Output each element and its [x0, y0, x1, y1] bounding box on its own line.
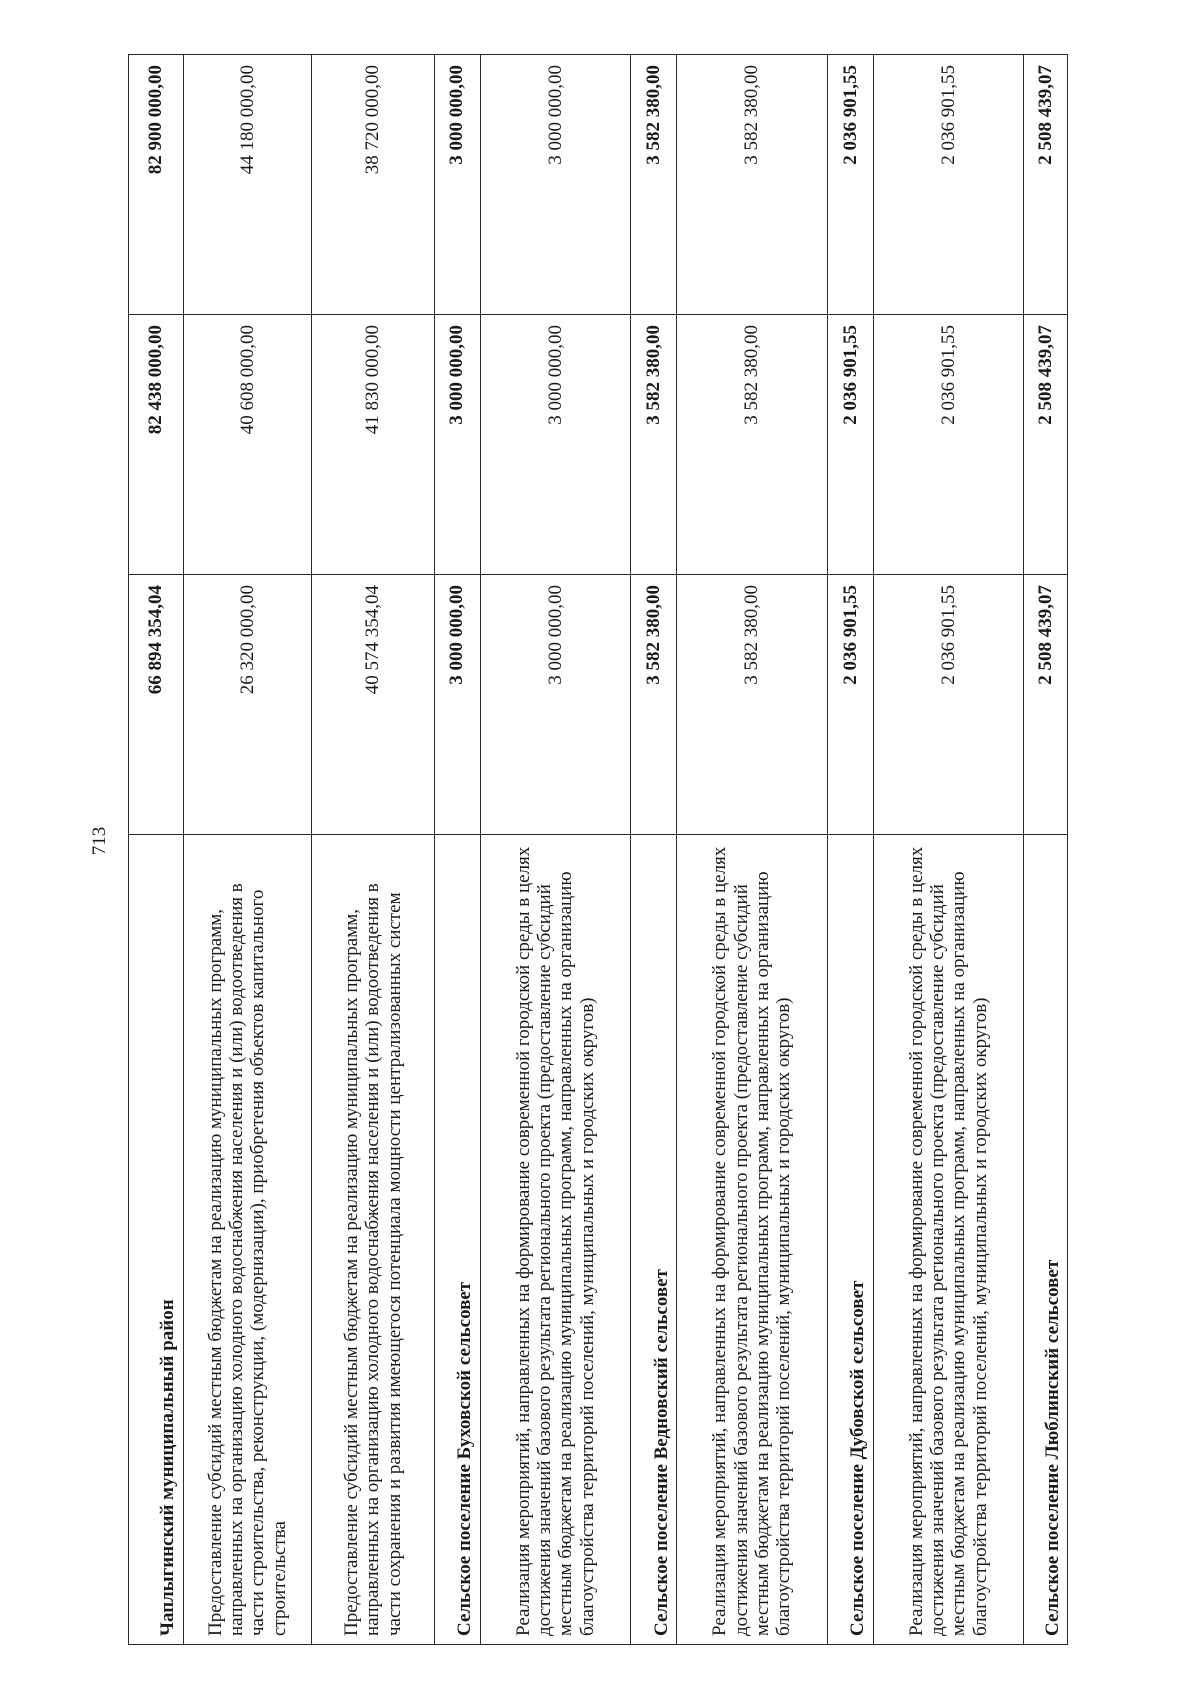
row-value-year2: 3 582 380,00 — [631, 315, 677, 575]
row-value-year2: 2 036 901,55 — [873, 315, 1024, 575]
row-value-year2: 2 036 901,55 — [827, 315, 873, 575]
row-value-year1: 3 000 000,00 — [434, 575, 480, 835]
row-name: Предоставление субсидий местным бюджетам на реализацию муниципальных программ, направленных на организацию холодного водоснабжения населения и (или) водоотведения в части сохранения и развития имеющегося потенциала мощности централизованных систем — [312, 835, 434, 1645]
table-row-item — [312, 55, 434, 1645]
table-row-item — [183, 55, 312, 1645]
table-row-item — [677, 55, 828, 1645]
row-value-year2: 2 508 439,07 — [1024, 315, 1068, 575]
row-value-year1: 26 320 000,00 — [183, 575, 312, 835]
row-name: Сельское поселение Дубовской сельсовет — [827, 835, 873, 1645]
row-value-year2: 82 438 000,00 — [129, 315, 184, 575]
row-name: Сельское поселение Люблинский сельсовет — [1024, 835, 1068, 1645]
row-name: Реализация мероприятий, направленных на формирование современной городской среды в целях достижения значений базового результата регионального проекта (предоставление субсидий местным бюджетам на реализацию муниципальных программ, направленных на организацию благоустройства территорий поселений, муниципальных и городских округов) — [873, 835, 1024, 1645]
row-value-year1: 3 000 000,00 — [480, 575, 631, 835]
row-value-year1: 3 582 380,00 — [677, 575, 828, 835]
row-value-year2: 41 830 000,00 — [312, 315, 434, 575]
row-value-year2: 3 000 000,00 — [480, 315, 631, 575]
table-row-group — [129, 55, 184, 1645]
budget-table — [128, 54, 1068, 1645]
row-name: Сельское поселение Ведновский сельсовет — [631, 835, 677, 1645]
row-value-year3: 2 036 901,55 — [827, 55, 873, 315]
row-name: Реализация мероприятий, направленных на формирование современной городской среды в целях достижения значений базового результата регионального проекта (предоставление субсидий местным бюджетам на реализацию муниципальных программ, направленных на организацию благоустройства территорий поселений, муниципальных и городских округов) — [677, 835, 828, 1645]
row-value-year1: 40 574 354,04 — [312, 575, 434, 835]
row-name: Реализация мероприятий, направленных на формирование современной городской среды в целях достижения значений базового результата регионального проекта (предоставление субсидий местным бюджетам на реализацию муниципальных программ, направленных на организацию благоустройства территорий поселений, муниципальных и городских округов) — [480, 835, 631, 1645]
row-value-year3: 3 000 000,00 — [434, 55, 480, 315]
budget-table-body — [129, 55, 1068, 1645]
rotated-table-wrapper — [128, 55, 1068, 1645]
table-row-group — [631, 55, 677, 1645]
row-value-year1: 2 036 901,55 — [873, 575, 1024, 835]
table-row-group — [1024, 55, 1068, 1645]
table-row-item — [873, 55, 1024, 1645]
row-value-year3: 3 582 380,00 — [631, 55, 677, 315]
table-row-group — [434, 55, 480, 1645]
row-value-year2: 3 582 380,00 — [677, 315, 828, 575]
table-row-group — [827, 55, 873, 1645]
page-number: 713 — [89, 826, 110, 856]
table-row-item — [480, 55, 631, 1645]
row-value-year1: 3 582 380,00 — [631, 575, 677, 835]
row-name: Чаплыгинский муниципальный район — [129, 835, 184, 1645]
row-value-year1: 2 036 901,55 — [827, 575, 873, 835]
row-value-year3: 44 180 000,00 — [183, 55, 312, 315]
row-value-year1: 66 894 354,04 — [129, 575, 184, 835]
row-name: Предоставление субсидий местным бюджетам на реализацию муниципальных программ, направленных на организацию холодного водоснабжения населения и (или) водоотведения в части строительства, реконструкции, (модернизации), приобретения объектов капитального строительства — [183, 835, 312, 1645]
row-value-year3: 38 720 000,00 — [312, 55, 434, 315]
row-name: Сельское поселение Буховской сельсовет — [434, 835, 480, 1645]
row-value-year2: 40 608 000,00 — [183, 315, 312, 575]
row-value-year3: 3 582 380,00 — [677, 55, 828, 315]
row-value-year1: 2 508 439,07 — [1024, 575, 1068, 835]
row-value-year2: 3 000 000,00 — [434, 315, 480, 575]
row-value-year3: 2 508 439,07 — [1024, 55, 1068, 315]
row-value-year3: 2 036 901,55 — [873, 55, 1024, 315]
row-value-year3: 82 900 000,00 — [129, 55, 184, 315]
row-value-year3: 3 000 000,00 — [480, 55, 631, 315]
